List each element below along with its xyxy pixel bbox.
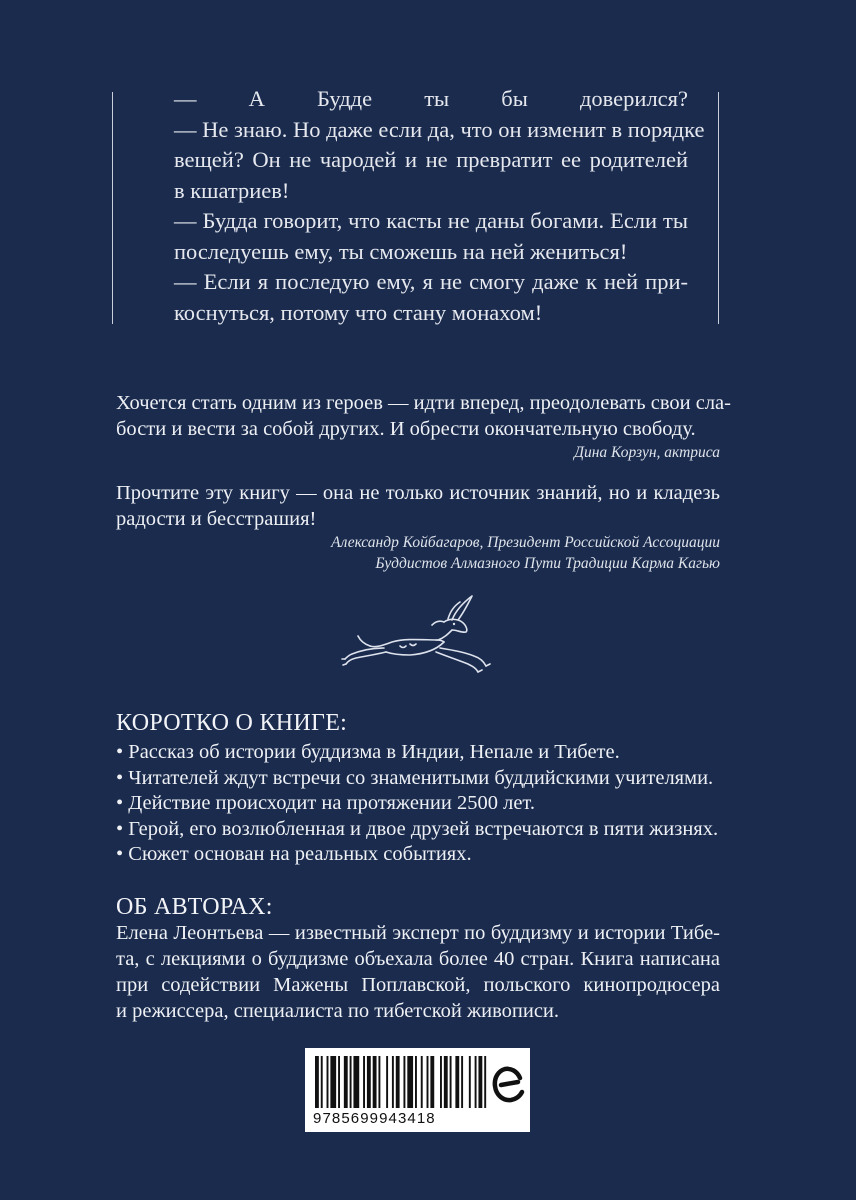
endorsement xyxy=(116,480,720,574)
authors-line: Елена Леонтьева — известный эксперт по буддизму и истории Тибе- xyxy=(116,922,720,944)
barcode-bar xyxy=(430,1056,434,1108)
barcode-bar xyxy=(478,1056,482,1108)
barcode-bar xyxy=(450,1056,452,1108)
barcode-bar xyxy=(396,1056,400,1108)
barcode-bar xyxy=(350,1056,352,1108)
barcode-bar xyxy=(386,1056,388,1108)
barcode-bar xyxy=(415,1056,417,1108)
barcode-bar xyxy=(475,1056,477,1108)
endorsement-attribution: Буддистов Алмазного Пути Традиции Карма Кагью xyxy=(375,555,720,572)
barcode-bar xyxy=(484,1056,486,1108)
isbn-number: 9785699943418 xyxy=(313,1110,436,1127)
barcode-bar xyxy=(378,1056,380,1108)
barcode-bar xyxy=(353,1056,359,1108)
about-book-heading: КОРОТКО О КНИГЕ: xyxy=(116,710,348,736)
about-book-list xyxy=(116,740,736,868)
list-item: • Действие происходит на протяжении 2500 лет. xyxy=(116,792,535,814)
endorsement-line: радости и бесстрашия! xyxy=(116,508,317,530)
barcode-bar xyxy=(327,1056,329,1108)
eksmo-logo-icon xyxy=(491,1065,525,1107)
list-item: • Герой, его возлюбленная и двое друзей встречаются в пяти жизнях. xyxy=(116,817,719,840)
about-authors-heading: ОБ АВТОРАХ: xyxy=(116,894,273,920)
endorsement-line: бости и вести за собой других. И обрести окончательную свободу. xyxy=(116,418,696,440)
barcode-bar xyxy=(403,1056,405,1108)
about-authors-text xyxy=(116,920,720,1024)
barcode-bar xyxy=(321,1056,323,1108)
barcode-bar xyxy=(421,1056,423,1108)
quote-rule-left xyxy=(112,92,113,324)
quote-rule-right xyxy=(718,92,719,324)
barcode-bar xyxy=(344,1056,348,1108)
list-item: • Сюжет основан на реальных событиях. xyxy=(116,843,472,865)
list-item: • Рассказ об истории буддизма в Индии, Непале и Тибете. xyxy=(116,741,620,763)
barcode-icon xyxy=(315,1056,490,1108)
barcode-bar xyxy=(338,1056,340,1108)
authors-line: та, с лекциями о буддизме объехала более 40 стран. Книга написана xyxy=(116,948,720,970)
endorsement-line: Прочтите эту книгу — она не только источник знаний, но и кладезь xyxy=(116,482,720,504)
endorsement-attribution: Дина Корзун, актриса xyxy=(574,444,720,461)
dialogue-line: — А Будде ты бы доверился? xyxy=(174,86,688,111)
barcode-bar xyxy=(373,1056,377,1108)
endorsement-attribution: Александр Койбагаров, Президент Российской Ассоциации xyxy=(331,534,720,551)
barcode-bar xyxy=(440,1056,442,1108)
dialogue-excerpt xyxy=(174,84,705,328)
dialogue-line: — Если я последую ему, я не смогу даже к ней при- xyxy=(174,269,688,294)
barcode-bar xyxy=(469,1056,471,1108)
barcode-bar xyxy=(444,1056,448,1108)
dialogue-line: вещей? Он не чародей и не превратит ее родителей xyxy=(174,147,688,172)
dialogue-line: — Будда говорит, что касты не даны богами. Если ты xyxy=(174,208,688,233)
barcode-bar xyxy=(330,1056,336,1108)
barcode-bar xyxy=(315,1056,319,1108)
barcode-bar xyxy=(407,1056,413,1108)
dialogue-line: коснуться, потому что стану монахом! xyxy=(174,299,543,325)
barcode-bar xyxy=(427,1056,429,1108)
list-item: • Читателей ждут встречи со знаменитыми буддийскими учителями. xyxy=(116,766,714,789)
barcode-bar xyxy=(363,1056,365,1108)
authors-line: и режиссера, специалиста по тибетской живописи. xyxy=(116,1000,560,1022)
barcode-label xyxy=(305,1048,530,1132)
endorsement-line: Хочется стать одним из героев — идти вперед, преодолевать свои сла- xyxy=(116,392,731,414)
barcode-bar xyxy=(461,1056,463,1108)
barcode-bar xyxy=(392,1056,394,1108)
authors-line: при содействии Мажены Поплавской, польского кинопродюсера xyxy=(116,974,720,996)
leaping-antelope-icon xyxy=(340,592,510,678)
dialogue-line: в кшатриев! xyxy=(174,177,290,203)
barcode-bar xyxy=(367,1056,371,1108)
barcode-bar xyxy=(455,1056,459,1108)
dialogue-line: — Не знаю. Но даже если да, что он изменит в порядке xyxy=(174,116,705,142)
endorsement xyxy=(116,390,731,463)
dialogue-line: последуешь ему, ты сможешь на ней жениться! xyxy=(174,238,628,264)
